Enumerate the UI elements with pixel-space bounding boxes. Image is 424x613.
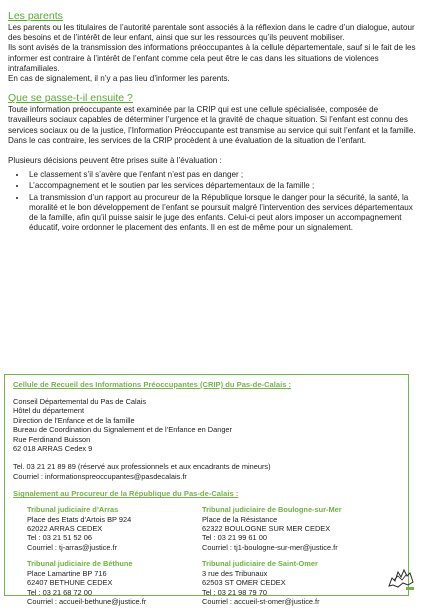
decision-list — [8, 170, 418, 233]
tribunal-email[interactable]: Courriel : accueil-st-omer@justice.fr — [202, 596, 320, 606]
address-line: Bureau de Coordination du Signalement et de l’Enfance en Danger — [13, 425, 232, 435]
list-item: • Le classement s’il s’avère que l’enfant n’est pas en danger ; — [27, 170, 418, 180]
paragraph: Toute information préoccupante est examinée par la CRIP qui est une cellule spécialisée, composée de travailleurs sociaux capables de déterminer l’urgence et la gravité de chaque situation. Si l’enfant est connu des services sociaux ou de la justice, l’Information Préoccupante est transmise au service qui suit l’enfant et la famille. Dans le cas contraire, les services de la CRIP procèdent à une évaluation de la situation de l’enfant. — [8, 105, 416, 145]
tribunal-title: Tribunal judiciaire d’Arras — [27, 505, 119, 515]
tribunal-email[interactable]: Courriel : tj-arras@justice.fr — [27, 542, 118, 552]
address-line: Rue Ferdinand Buisson — [13, 434, 91, 444]
tribunal-card — [202, 505, 402, 552]
crip-heading: Cellule de Recueil des Informations Préoccupantes (CRIP) du Pas-de-Calais : — [13, 380, 292, 389]
address-line: Hôtel du département — [13, 406, 85, 416]
tribunal-card — [202, 559, 402, 606]
tribunal-line: Place Lamartine BP 716 — [27, 568, 107, 578]
tribunal-line: Place de la Résistance — [202, 514, 278, 524]
paragraph: Ils sont avisés de la transmission des informations préoccupantes à la cellule départementale, sauf si le fait de les informer est contraire à l’intérêt de l’enfant comme cela peut être le cas dans les situations de violences intrafamiliales. — [8, 43, 416, 73]
crip-address — [13, 397, 400, 481]
list-item: • L’accompagnement et le soutien par les services départementaux de la famille ; — [27, 181, 418, 191]
document-page — [8, 10, 418, 234]
section-parents — [8, 10, 418, 84]
section-heading-ensuite: Que se passe-t-il ensuite ? — [8, 92, 133, 105]
address-line: Conseil Départemental du Pas de Calais — [13, 397, 147, 406]
contact-box — [4, 374, 409, 606]
crip-phone: Tel. 03 21 21 89 89 (réservé aux professionnels et aux encadrants de mineurs) — [13, 462, 271, 472]
signalement-heading: Signalement au Procureur de la République du Pas-de-Calais : — [13, 489, 239, 499]
tribunal-title: Tribunal judiciaire de Saint-Omer — [202, 559, 318, 569]
tribunal-line: Tel : 03 21 51 52 06 — [27, 533, 92, 543]
section-ensuite — [8, 92, 418, 233]
tribunal-line: Place des Etats d’Artois BP 924 — [27, 514, 132, 524]
tribunal-title: Tribunal judiciaire de Boulogne-sur-Mer — [202, 505, 342, 515]
list-item: • La transmission d’un rapport au procureur de la République lorsque le danger pour la sécurité, la santé, la moralité et le bon développement de l’enfant se poursuit malgré l’intervention des services départementaux de la famille, afin qu’il puisse saisir le juge des enfants. Celui-ci peut alors imposer un accompagnement éducatif, voire ordonner le placement des enfants. Il en est de même pour un signalement. — [27, 193, 418, 234]
tribunal-line: Tel : 03 21 99 61 00 — [202, 533, 267, 543]
section-heading-parents: Les parents — [8, 10, 63, 22]
tribunal-email[interactable]: Courriel : accueil-bethune@justice.fr — [27, 596, 147, 606]
tribunal-line: 62022 ARRAS CEDEX — [27, 524, 103, 534]
tribunal-grid — [13, 505, 400, 613]
address-line: Direction de l’Enfance et de la famille — [13, 415, 135, 425]
tribunal-line: Tel : 03 21 68 72 00 — [27, 587, 92, 597]
tribunal-title: Tribunal judiciaire de Béthune — [27, 559, 133, 569]
tribunal-card — [27, 559, 202, 606]
tribunal-line: 3 rue des Tribunaux — [202, 568, 268, 578]
paragraph: Les parents ou les titulaires de l’autorité parentale sont associés à la réflexion dans le cadre d’un dialogue, autour des besoins et de l’intérêt de leur enfant, ainsi que sur les ressources qu’ils peuvent mobiliser. — [8, 23, 415, 43]
tribunal-email[interactable]: Courriel : tj1-boulogne-sur-mer@justice.fr — [202, 542, 338, 552]
tribunal-line: 62407 BETHUNE CEDEX — [27, 578, 113, 588]
crip-email[interactable]: Courriel : informationspreoccupantes@pasdecalais.fr — [13, 471, 187, 481]
tribunal-line: 62503 ST OMER CEDEX — [202, 578, 286, 588]
paragraph: En cas de signalement, il n’y a pas lieu d’informer les parents. — [8, 74, 230, 84]
tribunal-line: 62322 BOULOGNE SUR MER CEDEX — [202, 524, 331, 534]
address-line: 62 018 ARRAS Cedex 9 — [13, 444, 93, 454]
paragraph: Plusieurs décisions peuvent être prises suite à l’évaluation : — [8, 156, 222, 166]
tribunal-card — [27, 505, 202, 552]
tribunal-line: Tel : 03 21 98 79 70 — [202, 587, 267, 597]
pas-de-calais-logo-icon — [386, 566, 416, 592]
